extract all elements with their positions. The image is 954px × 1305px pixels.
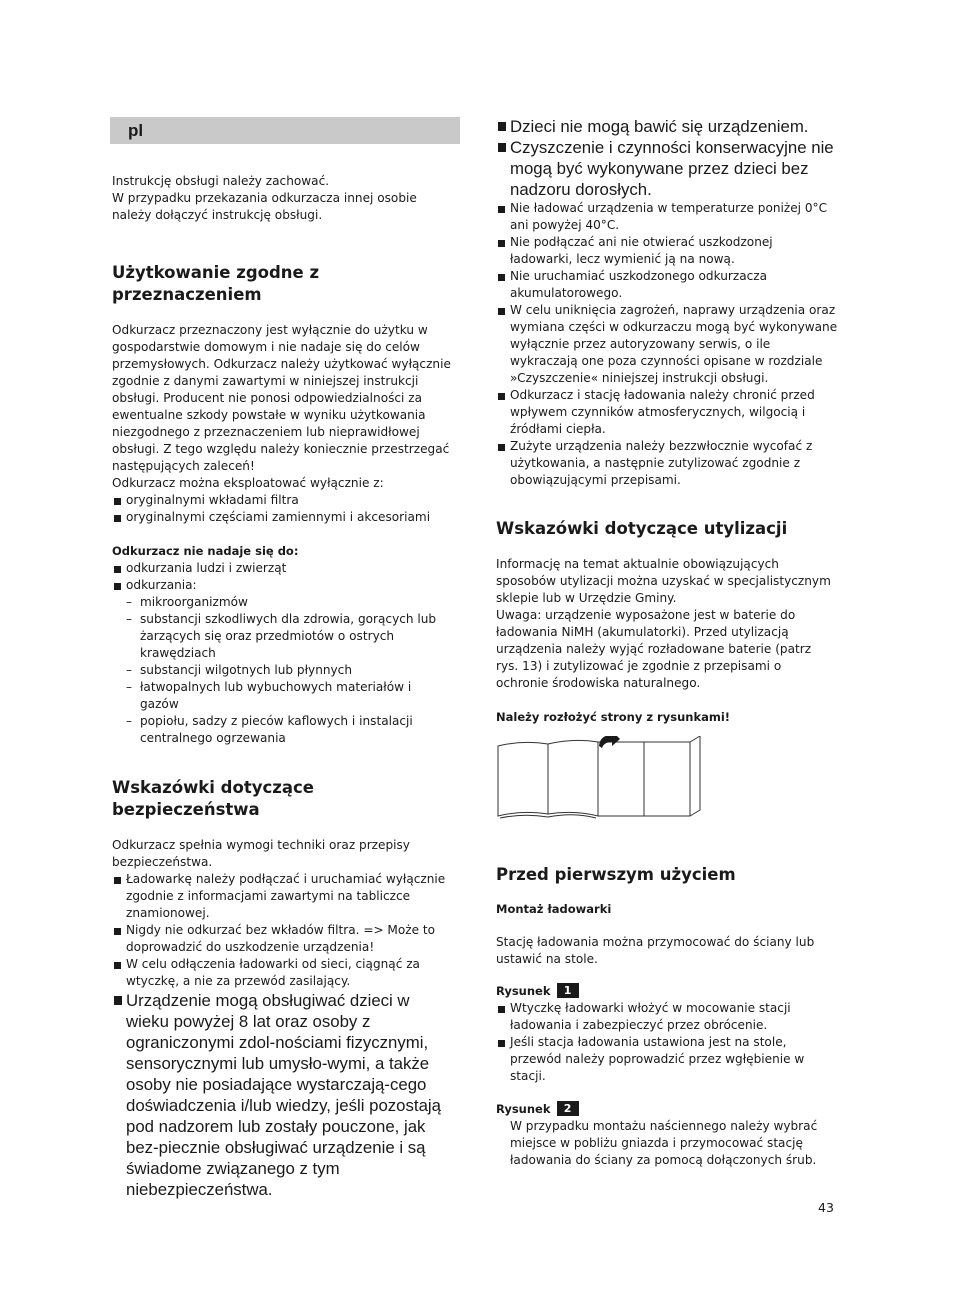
text-line: stacji. (510, 1069, 546, 1083)
text-line: bezpieczeństwa. (112, 855, 213, 869)
text-line: ładowania i zabezpieczyć przez obrócenie. (510, 1018, 768, 1032)
page-number: 43 (818, 1200, 834, 1215)
list-item (496, 387, 841, 438)
text-line: rys. 13) i zutylizować je zgodnie z przepisami o (496, 659, 782, 673)
text-line: akumulatorowego. (510, 286, 623, 300)
charger-mounting-subheading: Montaż ładowarki (496, 902, 612, 916)
text-line: nadzoru dorosłych. (510, 180, 652, 199)
text-line: ani powyżej 40°C. (510, 218, 620, 232)
safety-big-bullet (112, 990, 460, 1200)
text-line: Czyszczenie i czynności konserwacyjne nie (510, 138, 834, 157)
first-use-heading: Przed pierwszym użyciem (496, 865, 736, 884)
text-line: Odkurzacz przeznaczony jest wyłącznie do użytku w (112, 323, 428, 337)
dash-item (126, 679, 460, 713)
figure-2-label (496, 1101, 841, 1118)
text-line: gospodarstwie domowym i nie nadaje się do celów (112, 340, 420, 354)
intro-text (112, 173, 460, 224)
list-item (496, 1034, 841, 1085)
text-line: sposobów utylizacji można uzyskać w specjalistycznym (496, 574, 831, 588)
right-bullets (496, 200, 841, 489)
text-line: miejsce w pobliżu gniazda i przymocować stację (510, 1136, 803, 1150)
figure-label-text: Rysunek (496, 1102, 551, 1116)
text-line: użytkowania, a następnie zutylizować zgodnie z (510, 456, 801, 470)
text-line: zgodnie z danymi zawartymi w niniejszej instrukcji (112, 374, 419, 388)
text-line: łatwopalnych lub wybuchowych materiałów i (140, 680, 412, 694)
usage-body (112, 322, 460, 492)
text-line: pod nadzorem lub zostały pouczone, jak (126, 1117, 426, 1136)
list-item (112, 990, 460, 1200)
text-line: należy dołączyć instrukcję obsługi. (112, 208, 323, 222)
text-line: W przypadku przekazania odkurzacza innej osobie (112, 191, 417, 205)
text-line: niebezpieczeństwa. (126, 1180, 273, 1199)
text-line: popiołu, sadzy z pieców kaflowych i instalacji (140, 714, 413, 728)
right-column (496, 116, 841, 1169)
text-line: obowiązującymi przepisami. (510, 473, 681, 487)
text-line: Nie podłączać ani nie otwierać uszkodzonej (510, 235, 773, 249)
usage-heading: Użytkowanie zgodne z przeznaczeniem (112, 263, 320, 304)
text-line: Odkurzacz spełnia wymogi techniki oraz przepisy (112, 838, 410, 852)
list-item: oryginalnymi wkładami filtra (112, 492, 460, 509)
text-line: Uwaga: urządzenie wyposażone jest w baterie do (496, 608, 796, 622)
list-item (496, 438, 841, 489)
text-line: następujących zaleceń! (112, 459, 255, 473)
text-line: obsługi. Producent nie ponosi odpowiedzialności za (112, 391, 423, 405)
text-line: urządzenia należy wyjąć rozładowane baterie (patrz (496, 642, 812, 656)
text-line: Odkurzacz można eksploatować wyłącznie z: (112, 476, 384, 490)
text-line: Dzieci nie mogą bawić się urządzeniem. (510, 117, 809, 136)
text-line: niezgodnego z przeznaczeniem lub nieprawidłowej (112, 425, 420, 439)
text-line: substancji wilgotnych lub płynnych (140, 663, 353, 677)
figure-1-label (496, 983, 841, 1000)
list-item: odkurzania ludzi i zwierząt (112, 560, 460, 577)
text-line: przemysłowych. Odkurzacz należy użytkować wyłącznie (112, 357, 451, 371)
text-line: wieku powyżej 8 lat oraz osoby z (126, 1012, 371, 1031)
usage-bullets (112, 492, 460, 526)
disposal-body (496, 556, 841, 692)
text-line: ładowarki, lecz wymienić ją na nową. (510, 252, 735, 266)
safety-heading: Wskazówki dotyczące bezpieczeństwa (112, 778, 314, 819)
list-item (496, 1000, 841, 1034)
text-line: wykraczają one poza czynności opisane w rozdziale (510, 354, 823, 368)
text-line: doświadczenia i/lub wiedzy, jeśli pozostają (126, 1096, 441, 1115)
figure-label-text: Rysunek (496, 984, 551, 998)
text-line: ochronie środowiska naturalnego. (496, 676, 701, 690)
dash-item (126, 713, 460, 747)
text-line: sklepie lub w Urzędzie Gminy. (496, 591, 677, 605)
text-line: świadome związanego z tym (126, 1159, 340, 1178)
text-line: Wtyczkę ładowarki włożyć w mocowanie stacji (510, 1001, 791, 1015)
safety-body (112, 837, 460, 871)
text-line: Odkurzacz i stację ładowania należy chronić przed (510, 388, 815, 402)
text-line: żarzących się oraz przedmiotów o ostrych (140, 629, 395, 643)
text-line: Ładowarkę należy podłączać i uruchamiać wyłącznie (126, 872, 446, 886)
text-line: Nie ładować urządzenia w temperaturze poniżej 0°C (510, 201, 828, 215)
text-line: znamionowej. (126, 906, 210, 920)
text-line: Nigdy nie odkurzać bez wkładów filtra. => Może to (126, 923, 436, 937)
list-item (496, 234, 841, 268)
text-line: Informację na temat aktualnie obowiązujących (496, 557, 779, 571)
figure-2-text (496, 1118, 841, 1169)
first-use-body (496, 934, 841, 968)
dash-item (126, 611, 460, 662)
text-line: ewentualne szkody powstałe w wyniku użytkowania (112, 408, 426, 422)
text-line: »Czyszczenie« niniejszej instrukcji obsługi. (510, 371, 769, 385)
text-line: bez-piecznie obsługiwać urządzenie i są (126, 1138, 426, 1157)
text-line: przewód należy poprowadzić przez wgłębienie w (510, 1052, 805, 1066)
text-line: W celu odłączenia ładowarki od sieci, ciągnąć za (126, 957, 420, 971)
text-line: ładowania NiMH (akumulatorki). Przed utylizacją (496, 625, 789, 639)
text-line: W celu uniknięcia zagrożeń, naprawy urządzenia oraz (510, 303, 836, 317)
list-item (112, 871, 460, 922)
text-line: substancji szkodliwych dla zdrowia, gorących lub (140, 612, 437, 626)
list-item (496, 302, 841, 387)
text-line: Zużyte urządzenia należy bezzwłocznie wycofać z (510, 439, 813, 453)
text-line: gazów (140, 697, 179, 711)
safety-bullets (112, 871, 460, 990)
text-line: wyłącznie przez autoryzowany serwis, o ile (510, 337, 771, 351)
list-item (496, 116, 841, 137)
text-line: wymiana części w odkurzaczu mogą być wykonywane (510, 320, 838, 334)
not-for-dash-list (112, 594, 460, 747)
disposal-heading: Wskazówki dotyczące utylizacji (496, 519, 788, 538)
unfold-pages-illustration (496, 736, 706, 822)
text-line: wtyczkę, a nie za przewód zasilający. (126, 974, 351, 988)
not-for-bullets (112, 560, 460, 594)
text-line: krawędziach (140, 646, 216, 660)
text-line: centralnego ogrzewania (140, 731, 286, 745)
list-item (496, 268, 841, 302)
text-line: sensorycznymi lub umysło-wymi, a także (126, 1054, 430, 1073)
text-line: mikroorganizmów (140, 595, 248, 609)
text-line: osoby nie posiadające wystarczają-cego (126, 1075, 427, 1094)
dash-item (126, 594, 460, 611)
text-line: Nie uruchamiać uszkodzonego odkurzacza (510, 269, 768, 283)
figure-2-badge: 2 (557, 1101, 579, 1116)
text-line: obsługi. Z tego względu należy koniecznie przestrzegać (112, 442, 450, 456)
text-line: ustawić na stole. (496, 952, 598, 966)
unfold-note: Należy rozłożyć strony z rysunkami! (496, 710, 731, 724)
text-line: Stację ładowania można przymocować do ściany lub (496, 935, 815, 949)
text-line: W przypadku montażu naściennego należy wybrać (510, 1119, 818, 1133)
text-line: wpływem czynników atmosferycznych, wilgocią i (510, 405, 806, 419)
text-line: Instrukcję obsługi należy zachować. (112, 174, 330, 188)
text-line: ograniczonymi zdol-nościami fizycznymi, (126, 1033, 429, 1052)
text-line: Urządzenie mogą obsługiwać dzieci w (126, 991, 410, 1010)
language-code: pl (128, 121, 144, 140)
text-line: zgodnie z informacjami zawartymi na tabliczce (126, 889, 411, 903)
list-item: odkurzania: (112, 577, 460, 594)
text-line: ładowania do ściany za pomocą dołączonych śrub. (510, 1153, 817, 1167)
not-for-heading: Odkurzacz nie nadaje się do: (112, 544, 299, 558)
list-item (496, 200, 841, 234)
list-item: oryginalnymi częściami zamiennymi i akcesoriami (112, 509, 460, 526)
list-item (112, 922, 460, 956)
text-line: mogą być wykonywane przez dzieci bez (510, 159, 809, 178)
text-line: źródłami ciepła. (510, 422, 606, 436)
left-column (112, 116, 460, 1200)
text-line: doprowadzić do uszkodzenie urządzenia! (126, 940, 375, 954)
text-line: Jeśli stacja ładowania ustawiona jest na stole, (510, 1035, 787, 1049)
dash-item (126, 662, 460, 679)
figure-1-bullets (496, 1000, 841, 1085)
figure-1-badge: 1 (557, 983, 579, 998)
list-item (496, 137, 841, 200)
list-item (112, 956, 460, 990)
right-big-bullets (496, 116, 841, 200)
